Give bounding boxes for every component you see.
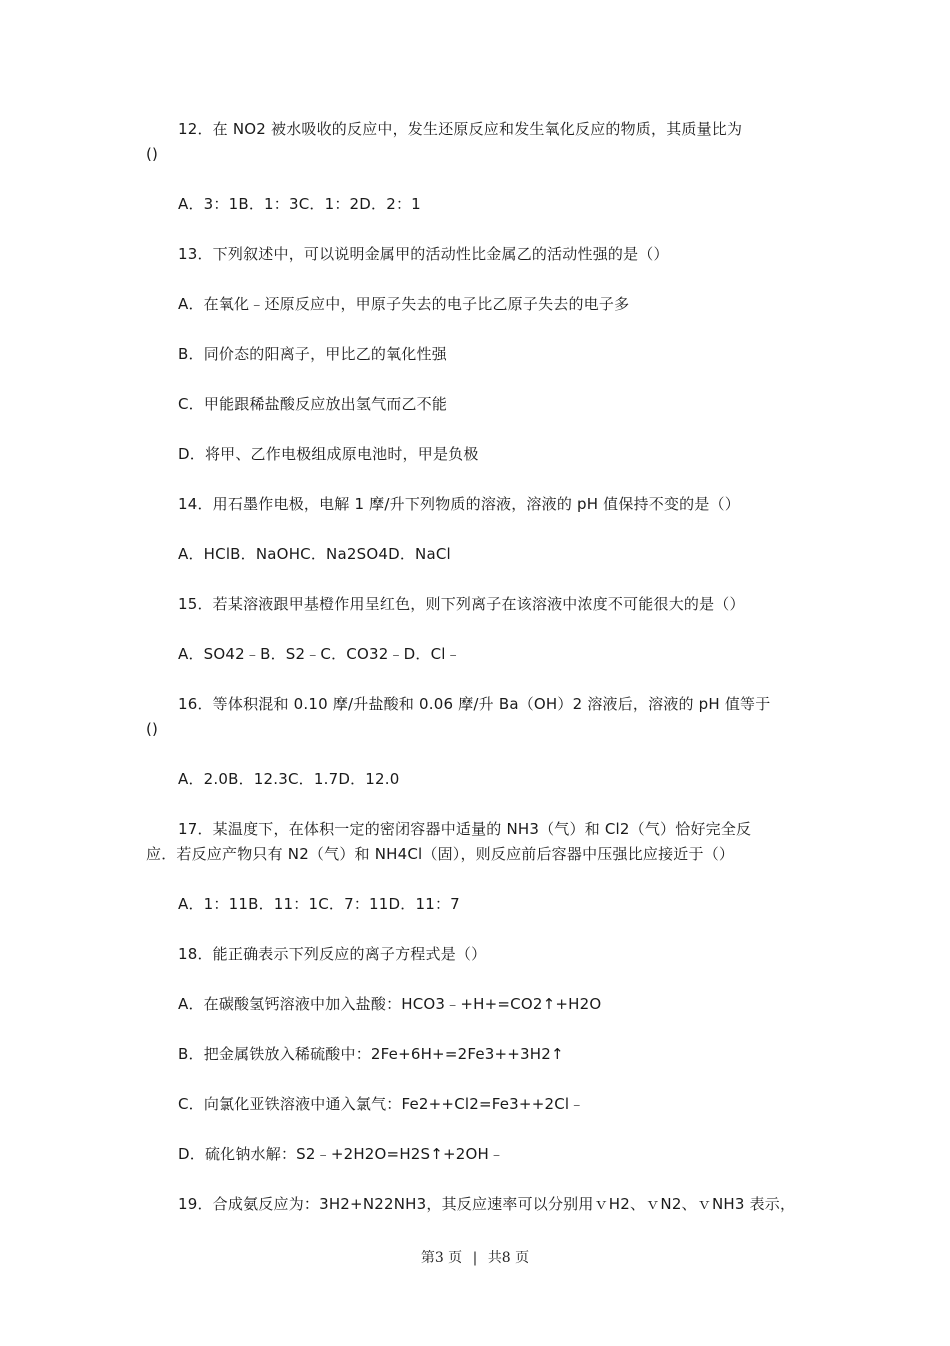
q17-stem-continued: 应．若反应产物只有 N2（气）和 NH4Cl（固），则反应前后容器中压强比应接近于（）: [146, 845, 735, 863]
q15-stem: 15．若某溶液跟甲基橙作用呈红色，则下列离子在该溶液中浓度不可能很大的是（）: [178, 595, 745, 613]
q12-options: A．3：1B．1：3C．1：2D．2：1: [178, 195, 421, 213]
q13-option-d: D．将甲、乙作电极组成原电池时，甲是负极: [178, 445, 479, 463]
q16-stem: 16．等体积混和 0.10 摩/升盐酸和 0.06 摩/升 Ba（OH）2 溶液后，溶液的 pH 值等于: [178, 695, 771, 713]
q16-options: A．2.0B．12.3C．1.7D．12.0: [178, 770, 400, 788]
q15-options: A．SO42﹣B．S2﹣C．CO32﹣D．Cl﹣: [178, 645, 461, 663]
q18-option-c: C．向氯化亚铁溶液中通入氯气：Fe2++Cl2=Fe3++2Cl﹣: [178, 1095, 585, 1113]
q18-option-b: B．把金属铁放入稀硫酸中：2Fe+6H+=2Fe3++3H2↑: [178, 1045, 564, 1063]
q12-stem-continued: (): [146, 145, 159, 163]
q18-stem: 18．能正确表示下列反应的离子方程式是（）: [178, 945, 487, 963]
q13-option-b: B．同价态的阳离子，甲比乙的氧化性强: [178, 345, 447, 363]
q13-stem: 13．下列叙述中，可以说明金属甲的活动性比金属乙的活动性强的是（）: [178, 245, 669, 263]
q13-option-a: A．在氧化﹣还原反应中，甲原子失去的电子比乙原子失去的电子多: [178, 295, 630, 313]
page-footer: [0, 1247, 950, 1267]
q12-stem: 12．在 NO2 被水吸收的反应中，发生还原反应和发生氧化反应的物质，其质量比为: [178, 120, 743, 138]
page-number: 第3 页: [420, 1250, 463, 1266]
q13-option-c: C．甲能跟稀盐酸反应放出氢气而乙不能: [178, 395, 448, 413]
q14-stem: 14．用石墨作电极，电解 1 摩/升下列物质的溶液，溶液的 pH 值保持不变的是（）: [178, 495, 740, 513]
q18-option-d: D．硫化钠水解：S2﹣+2H2O=H2S↑+2OH﹣: [178, 1145, 505, 1163]
q17-options: A．1：11B．11：1C．7：11D．11：7: [178, 895, 460, 913]
q19-stem: 19．合成氨反应为：3H2+N22NH3，其反应速率可以分别用ｖH2、ｖN2、ｖNH3 表示，: [178, 1195, 796, 1213]
q14-options: A．HClB．NaOHC．Na2SO4D．NaCl: [178, 545, 451, 563]
q17-stem: 17．某温度下，在体积一定的密闭容器中适量的 NH3（气）和 Cl2（气）恰好完全反: [178, 820, 752, 838]
page-total: 共8 页: [487, 1250, 530, 1266]
q16-stem-continued: (): [146, 720, 159, 738]
q18-option-a: A．在碳酸氢钙溶液中加入盐酸：HCO3﹣+H+=CO2↑+H2O: [178, 995, 602, 1013]
footer-separator: |: [472, 1250, 478, 1266]
